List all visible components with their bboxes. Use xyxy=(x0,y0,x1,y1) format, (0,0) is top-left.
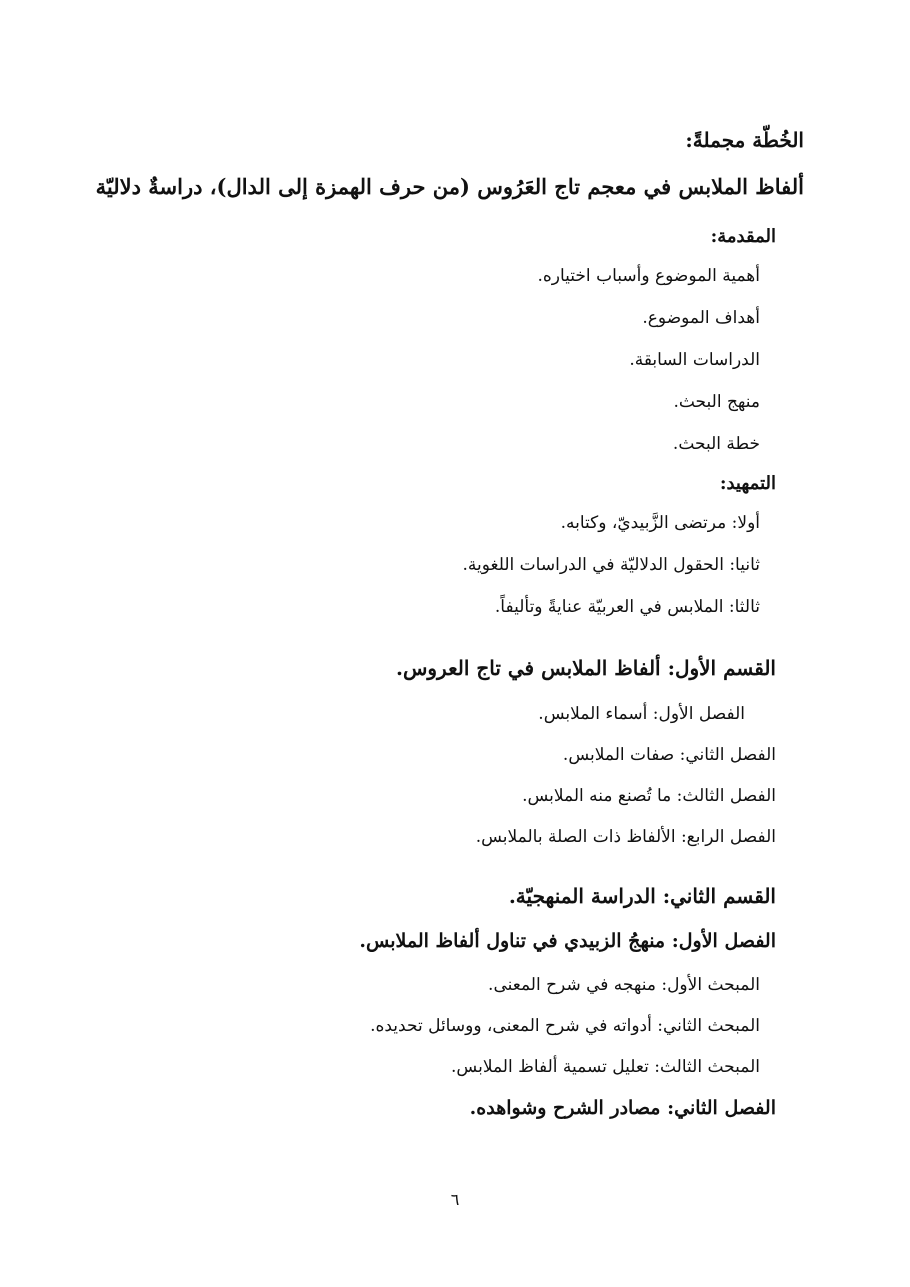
preface-label: التمهيد: xyxy=(719,473,776,494)
part2-section: المبحث الأول: منهجه في شرح المعنى. xyxy=(488,975,760,995)
thesis-title: ألفاظ الملابس في معجم تاج العَرُوس (من حرف الهمزة إلى الدال)، دراسةٌ دلاليّة xyxy=(95,174,804,199)
part2-chapter1-label: الفصل الأول: منهجُ الزبيدي في تناول ألفاظ الملابس. xyxy=(359,930,776,952)
plan-heading: الخُطّة مجملةً: xyxy=(685,128,804,152)
intro-item: أهمية الموضوع وأسباب اختياره. xyxy=(537,266,760,286)
intro-item: أهداف الموضوع. xyxy=(642,308,760,328)
intro-label: المقدمة: xyxy=(710,226,776,247)
intro-item: منهج البحث. xyxy=(673,392,760,412)
part1-chapter: الفصل الثالث: ما تُصنع منه الملابس. xyxy=(522,786,776,806)
part2-label: القسم الثاني: الدراسة المنهجيّة. xyxy=(508,884,776,908)
part1-chapter: الفصل الثاني: صفات الملابس. xyxy=(562,745,776,765)
intro-item: الدراسات السابقة. xyxy=(629,350,760,370)
page-number: ٦ xyxy=(450,1190,460,1209)
part1-chapter: الفصل الأول: أسماء الملابس. xyxy=(538,704,745,724)
part1-label: القسم الأول: ألفاظ الملابس في تاج العروس. xyxy=(396,656,776,680)
part2-section: المبحث الثاني: أدواته في شرح المعنى، ووسائل تحديده. xyxy=(370,1016,760,1036)
part2-section: المبحث الثالث: تعليل تسمية ألفاظ الملابس. xyxy=(451,1057,760,1077)
part2-chapter2-label: الفصل الثاني: مصادر الشرح وشواهده. xyxy=(469,1097,776,1119)
preface-item: ثانيا: الحقول الدلاليّة في الدراسات اللغوية. xyxy=(462,555,760,575)
part1-chapter: الفصل الرابع: الألفاظ ذات الصلة بالملابس. xyxy=(475,827,776,847)
preface-item: ثالثا: الملابس في العربيّة عنايةً وتأليفاً. xyxy=(494,597,760,617)
preface-item: أولا: مرتضى الزَّبيديّ، وكتابه. xyxy=(560,513,760,533)
intro-item: خطة البحث. xyxy=(672,434,760,454)
